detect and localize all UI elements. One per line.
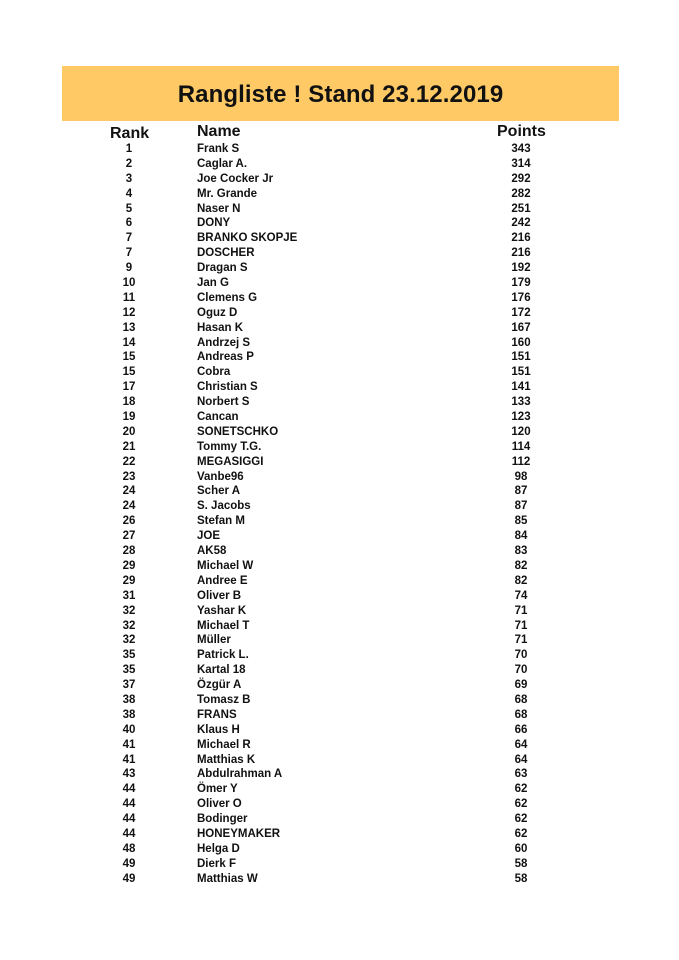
rank-cell: 23 xyxy=(122,470,136,483)
player-name-cell: Matthias K xyxy=(197,753,256,766)
table-row xyxy=(0,336,679,351)
table-row xyxy=(0,365,679,380)
rank-cell: 32 xyxy=(122,634,136,647)
rank-cell: 43 xyxy=(122,768,136,781)
player-name-cell: Özgür A xyxy=(197,679,242,692)
player-name-cell: Cancan xyxy=(197,411,239,424)
rank-cell: 29 xyxy=(122,574,136,587)
rank-cell: 17 xyxy=(122,381,136,394)
points-cell: 70 xyxy=(514,664,528,677)
rank-cell: 41 xyxy=(122,738,136,751)
rank-cell: 9 xyxy=(125,262,133,275)
player-name-cell: Caglar A. xyxy=(197,157,248,170)
player-name-cell: Müller xyxy=(197,634,231,647)
points-cell: 87 xyxy=(514,500,528,513)
player-name-cell: Andree E xyxy=(197,574,248,587)
points-cell: 167 xyxy=(511,321,531,334)
rank-cell: 29 xyxy=(122,559,136,572)
points-cell: 292 xyxy=(511,172,531,185)
player-name-cell: Andrzej S xyxy=(197,336,251,349)
rank-cell: 14 xyxy=(122,336,136,349)
player-name-cell: JOE xyxy=(197,530,221,543)
player-name-cell: Norbert S xyxy=(197,396,250,409)
player-name-cell: Michael R xyxy=(197,738,251,751)
ranking-table xyxy=(0,142,679,887)
rank-cell: 32 xyxy=(122,619,136,632)
rank-cell: 28 xyxy=(122,545,136,558)
points-cell: 84 xyxy=(514,530,528,543)
table-row xyxy=(0,142,679,157)
player-name-cell: Hasan K xyxy=(197,321,244,334)
player-name-cell: Andreas P xyxy=(197,351,254,364)
player-name-cell: Christian S xyxy=(197,381,258,394)
points-cell: 69 xyxy=(514,679,528,692)
table-row xyxy=(0,872,679,887)
points-cell: 133 xyxy=(511,396,531,409)
rank-cell: 41 xyxy=(122,753,136,766)
rank-cell: 22 xyxy=(122,455,136,468)
table-row xyxy=(0,291,679,306)
column-header-name: Name xyxy=(197,123,241,140)
rank-cell: 32 xyxy=(122,604,136,617)
rank-cell: 38 xyxy=(122,708,136,721)
player-name-cell: Yashar K xyxy=(197,604,247,617)
rank-cell: 44 xyxy=(122,798,136,811)
rank-cell: 7 xyxy=(125,232,133,245)
table-row xyxy=(0,574,679,589)
table-row xyxy=(0,231,679,246)
table-row xyxy=(0,723,679,738)
points-cell: 70 xyxy=(514,649,528,662)
player-name-cell: Jan G xyxy=(197,277,229,290)
page-title: Rangliste ! Stand 23.12.2019 xyxy=(177,80,504,108)
player-name-cell: Patrick L. xyxy=(197,649,249,662)
table-row xyxy=(0,484,679,499)
table-row xyxy=(0,455,679,470)
table-row xyxy=(0,350,679,365)
rank-cell: 4 xyxy=(125,187,133,200)
player-name-cell: Scher A xyxy=(197,485,241,498)
rank-cell: 35 xyxy=(122,664,136,677)
points-cell: 176 xyxy=(511,291,531,304)
table-row xyxy=(0,708,679,723)
points-cell: 62 xyxy=(514,783,528,796)
rank-cell: 15 xyxy=(122,351,136,364)
table-row xyxy=(0,812,679,827)
player-name-cell: DONY xyxy=(197,217,231,230)
points-cell: 242 xyxy=(511,217,531,230)
points-cell: 58 xyxy=(514,857,528,870)
player-name-cell: DOSCHER xyxy=(197,247,255,260)
points-cell: 120 xyxy=(511,425,531,438)
rank-cell: 37 xyxy=(122,679,136,692)
player-name-cell: BRANKO SKOPJE xyxy=(197,232,298,245)
points-cell: 82 xyxy=(514,574,528,587)
player-name-cell: SONETSCHKO xyxy=(197,425,279,438)
points-cell: 343 xyxy=(511,143,531,155)
player-name-cell: Kartal 18 xyxy=(197,664,246,677)
rank-cell: 3 xyxy=(125,172,133,185)
points-cell: 58 xyxy=(514,872,528,885)
table-row xyxy=(0,767,679,782)
points-cell: 71 xyxy=(514,634,528,647)
points-cell: 112 xyxy=(511,455,531,468)
table-row xyxy=(0,470,679,485)
title-banner xyxy=(62,66,619,121)
table-row xyxy=(0,261,679,276)
player-name-cell: Michael W xyxy=(197,559,254,572)
points-cell: 160 xyxy=(511,336,531,349)
column-header-points: Points xyxy=(497,123,546,140)
table-row xyxy=(0,678,679,693)
rank-cell: 26 xyxy=(122,515,136,528)
table-row xyxy=(0,633,679,648)
points-cell: 151 xyxy=(511,366,531,379)
rank-cell: 40 xyxy=(122,723,136,736)
rank-cell: 11 xyxy=(122,291,136,304)
table-row xyxy=(0,499,679,514)
player-name-cell: Michael T xyxy=(197,619,250,632)
points-cell: 179 xyxy=(511,277,531,290)
table-row xyxy=(0,440,679,455)
points-cell: 114 xyxy=(511,440,531,453)
points-cell: 62 xyxy=(514,813,528,826)
rank-cell: 20 xyxy=(122,425,136,438)
points-cell: 123 xyxy=(511,411,531,424)
rank-cell: 44 xyxy=(122,827,136,840)
player-name-cell: Mr. Grande xyxy=(197,187,258,200)
table-row xyxy=(0,604,679,619)
points-cell: 251 xyxy=(511,202,531,215)
player-name-cell: Helga D xyxy=(197,842,240,855)
table-row xyxy=(0,172,679,187)
table-row xyxy=(0,321,679,336)
table-row xyxy=(0,693,679,708)
rank-cell: 49 xyxy=(122,857,136,870)
rank-cell: 44 xyxy=(122,813,136,826)
table-row xyxy=(0,738,679,753)
rank-cell: 24 xyxy=(122,485,136,498)
table-row xyxy=(0,380,679,395)
points-cell: 216 xyxy=(511,232,531,245)
table-row xyxy=(0,276,679,291)
points-cell: 60 xyxy=(514,842,528,855)
table-row xyxy=(0,857,679,872)
points-cell: 314 xyxy=(511,157,531,170)
table-row xyxy=(0,410,679,425)
table-row xyxy=(0,782,679,797)
table-row xyxy=(0,514,679,529)
table-row xyxy=(0,559,679,574)
points-cell: 192 xyxy=(511,262,531,275)
points-cell: 62 xyxy=(514,798,528,811)
rank-cell: 38 xyxy=(122,693,136,706)
player-name-cell: S. Jacobs xyxy=(197,500,251,513)
rank-cell: 21 xyxy=(122,440,136,453)
rank-cell: 7 xyxy=(125,247,133,260)
table-row xyxy=(0,589,679,604)
points-cell: 151 xyxy=(511,351,531,364)
table-row xyxy=(0,648,679,663)
rank-cell: 24 xyxy=(122,500,136,513)
table-row xyxy=(0,306,679,321)
points-cell: 282 xyxy=(511,187,531,200)
rank-cell: 2 xyxy=(125,157,133,170)
points-cell: 64 xyxy=(514,753,528,766)
points-cell: 62 xyxy=(514,827,528,840)
player-name-cell: Dragan S xyxy=(197,262,248,275)
table-row xyxy=(0,246,679,261)
player-name-cell: AK58 xyxy=(197,545,227,558)
rank-cell: 15 xyxy=(122,366,136,379)
table-row xyxy=(0,395,679,410)
points-cell: 74 xyxy=(514,589,528,602)
player-name-cell: Oliver B xyxy=(197,589,242,602)
player-name-cell: FRANS xyxy=(197,708,237,721)
player-name-cell: Abdulrahman A xyxy=(197,768,283,781)
points-cell: 63 xyxy=(514,768,528,781)
points-cell: 216 xyxy=(511,247,531,260)
player-name-cell: Frank S xyxy=(197,143,240,155)
points-cell: 68 xyxy=(514,708,528,721)
rank-cell: 27 xyxy=(122,530,136,543)
rank-cell: 10 xyxy=(122,277,136,290)
rank-cell: 35 xyxy=(122,649,136,662)
rank-cell: 31 xyxy=(122,589,136,602)
points-cell: 85 xyxy=(514,515,528,528)
rank-cell: 5 xyxy=(125,202,133,215)
column-header-rank: Rank xyxy=(110,125,150,142)
table-row xyxy=(0,619,679,634)
table-row xyxy=(0,827,679,842)
player-name-cell: Stefan M xyxy=(197,515,245,528)
points-cell: 66 xyxy=(514,723,528,736)
player-name-cell: Vanbe96 xyxy=(197,470,244,483)
rank-cell: 12 xyxy=(122,306,136,319)
rank-cell: 44 xyxy=(122,783,136,796)
player-name-cell: Matthias W xyxy=(197,872,258,885)
table-row xyxy=(0,157,679,172)
rank-cell: 13 xyxy=(122,321,136,334)
rank-cell: 18 xyxy=(122,396,136,409)
points-cell: 68 xyxy=(514,693,528,706)
table-row xyxy=(0,202,679,217)
player-name-cell: Klaus H xyxy=(197,723,240,736)
player-name-cell: Tomasz B xyxy=(197,693,251,706)
table-row xyxy=(0,753,679,768)
rank-cell: 6 xyxy=(125,217,133,230)
table-row xyxy=(0,187,679,202)
points-cell: 172 xyxy=(511,306,531,319)
table-row xyxy=(0,663,679,678)
player-name-cell: Oguz D xyxy=(197,306,238,319)
player-name-cell: Cobra xyxy=(197,366,231,379)
player-name-cell: Joe Cocker Jr xyxy=(197,172,274,185)
points-cell: 87 xyxy=(514,485,528,498)
player-name-cell: Naser N xyxy=(197,202,241,215)
points-cell: 141 xyxy=(511,381,531,394)
player-name-cell: MEGASIGGI xyxy=(197,455,264,468)
player-name-cell: Ömer Y xyxy=(197,783,238,796)
rank-cell: 19 xyxy=(122,411,136,424)
table-row xyxy=(0,529,679,544)
player-name-cell: Clemens G xyxy=(197,291,258,304)
table-row xyxy=(0,425,679,440)
points-cell: 71 xyxy=(514,604,528,617)
player-name-cell: Dierk F xyxy=(197,857,236,870)
points-cell: 82 xyxy=(514,559,528,572)
points-cell: 64 xyxy=(514,738,528,751)
table-row xyxy=(0,797,679,812)
points-cell: 83 xyxy=(514,545,528,558)
rank-cell: 49 xyxy=(122,872,136,885)
player-name-cell: Bodinger xyxy=(197,813,248,826)
table-row xyxy=(0,216,679,231)
points-cell: 98 xyxy=(514,470,528,483)
rank-cell: 48 xyxy=(122,842,136,855)
points-cell: 71 xyxy=(514,619,528,632)
table-row xyxy=(0,842,679,857)
player-name-cell: HONEYMAKER xyxy=(197,827,281,840)
table-row xyxy=(0,544,679,559)
player-name-cell: Oliver O xyxy=(197,798,242,811)
player-name-cell: Tommy T.G. xyxy=(197,440,262,453)
rank-cell: 1 xyxy=(125,143,133,155)
